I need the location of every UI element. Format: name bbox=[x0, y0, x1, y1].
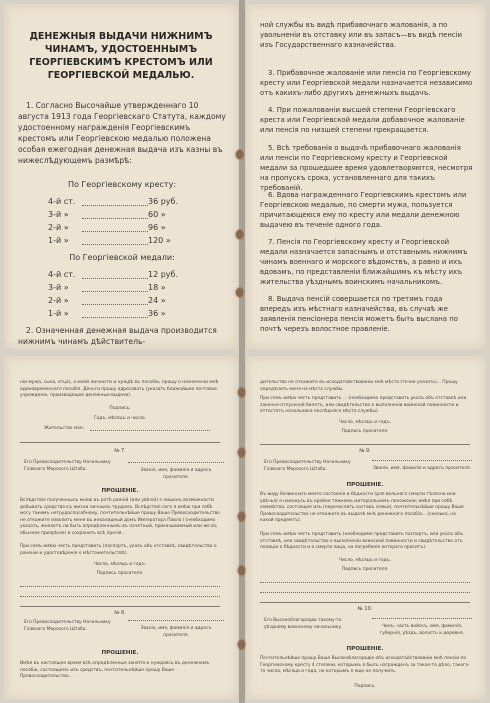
paragraph-4: 4. При пожалованіи высшей степени Георгіевскаго креста или Георгіевской медали добавочное жалованіе или пенсія по низшей степени прекращается. bbox=[260, 106, 465, 134]
fill-line bbox=[128, 462, 224, 463]
amount-value: 96 » bbox=[148, 223, 166, 232]
attachment-note: При семъ имѣю честь представить ... (необходимо представить указъ объ отставкѣ или законно-отпускной билетъ, или свидѣтельство о выполненіи воинской повинности и аттестатъ начальника послѣдняго мѣста службы). bbox=[260, 396, 467, 415]
petition-body: Почтительнѣйше прошу Ваше Высокоблагородіе объ исходатайствованіи мнѣ пенсіи по Георгіевскому кресту 4 степени, которымъ я былъ награжденъ за такое-то дѣло, такого-то числа, мѣсяца и года, но которымъ я еще не получилъ. bbox=[260, 656, 470, 675]
dotted-leader bbox=[82, 231, 148, 232]
amount-value: 36 руб. bbox=[148, 197, 179, 206]
dotted-leader bbox=[82, 278, 148, 279]
degree-label: 2-й » bbox=[48, 296, 69, 305]
binding-hole bbox=[236, 288, 243, 297]
degree-label: 1-й » bbox=[48, 236, 69, 245]
attachment-note: При семъ имѣю честь представить (необходимо представить паспортъ, или указъ объ отставкѣ, или свидѣтельство о выполненіи воинской повинности и свидѣтельство отъ полиціи о бѣдности и о смерти лица, на погребеніе котораго проситъ). bbox=[260, 532, 463, 551]
booklet-spine bbox=[239, 0, 245, 703]
binding-hole bbox=[238, 388, 245, 397]
dotted-leader bbox=[82, 304, 148, 305]
sender-hint: Званіе, имя, фамилія и адресъ просителя. bbox=[372, 466, 472, 471]
amount-value: 120 » bbox=[148, 236, 171, 245]
addressee: Его Превосходительству Начальнику Главнаго Морского Штаба. bbox=[264, 460, 351, 472]
binding-hole bbox=[238, 640, 245, 649]
binding-hole bbox=[238, 566, 245, 575]
fill-line bbox=[260, 582, 470, 583]
degree-label: 3-й » bbox=[48, 283, 69, 292]
date-label: Число, мѣсяцъ и годъ. bbox=[338, 558, 392, 563]
dotted-leader bbox=[82, 244, 148, 245]
binding-hole bbox=[238, 448, 245, 457]
signature-label: Подпись. bbox=[354, 684, 376, 689]
medal-heading: По Георгіевской медали: bbox=[69, 253, 175, 262]
paragraph-continued: ной службы въ видѣ прибавочнаго жалованія, а по увольненіи въ отставку или въ запасъ—въ видѣ пенсіи изъ Государственнаго казначейства. bbox=[260, 21, 463, 49]
page-top-right bbox=[246, 4, 486, 349]
dotted-leader bbox=[82, 291, 148, 292]
dotted-leader bbox=[82, 218, 148, 219]
petition-heading: ПРОШЕНІЕ. bbox=[346, 482, 384, 488]
degree-label: 4-й ст. bbox=[48, 270, 76, 279]
fill-line bbox=[90, 430, 210, 431]
signature-label: Подпись просителя. bbox=[96, 571, 144, 576]
form-number: № 10. bbox=[357, 606, 373, 612]
paragraph-1: 1. Согласно Высочайше утвержденнаго 10 августа 1913 года Георгіевскаго Статута, каждому удостоенному награжденія Георгіевскимъ крестомъ или Георгіевскою медалью положена особая ежегодная денежная выдача изъ казны въ нижеслѣдующемъ размѣрѣ: bbox=[18, 101, 226, 165]
fill-line bbox=[20, 586, 220, 587]
form-continued-text: дительство не откажите въ исходатайствованіи мнѣ мѣста (точно указать)... Прошу опредѣлить меня на мѣсто службы. bbox=[260, 380, 458, 392]
amount-value: 18 » bbox=[148, 283, 166, 292]
form-continued-text: ніи мужа, сына, отца), а моей личности и нуждѣ въ пособіи, прошу о назначеніи мнѣ единовременнаго пособія. Деньги прошу адресовать (указать ближайшее почтовое учрежденіе, производящее денежныя выдачи). bbox=[20, 380, 219, 399]
title-line-4: ГЕОРГІЕВСКОЙ МЕДАЛЬЮ. bbox=[47, 70, 195, 81]
petition-body: Имѣя въ настоящее время всѣ опредѣленныя занятія и нуждаясь въ денежномъ пособіи, состоящемъ изъ средствъ, почтительнѣйше прошу Ваше Превосходительство... bbox=[20, 661, 210, 680]
sender-hint: Чинъ, часть войскъ, имя, фамилія, губернія, уѣздъ, волость и деревня. bbox=[379, 624, 465, 636]
signature-label: Подпись. bbox=[109, 406, 131, 411]
amount-value: 36 » bbox=[148, 309, 166, 318]
cross-heading: По Георгіевскому кресту: bbox=[67, 180, 177, 189]
paragraph-5: 5. Всѣ требованія о выдачѣ прибавочнаго жалованія или пенсіи по Георгіевскому кресту и Георгіевской медали за прошедшее время удовлетворяются, несмотря на пропускъ срока, установленнаго для такихъ требованій. bbox=[260, 144, 473, 192]
degree-label: 3-й » bbox=[48, 210, 69, 219]
degree-label: 4-й ст. bbox=[48, 197, 76, 206]
form-number: № 7. bbox=[114, 448, 126, 454]
fill-line bbox=[128, 620, 224, 621]
petition-body: Вслѣдствіе полученныхъ мною въ ротѣ ранній (или увѣчій) я лишенъ возможности добывать средства къ жизни личнымъ трудомъ. Вслѣдствіе сего я имѣю при себѣ могу такимъ нетрудоспособному, почтительнѣйше прошу Ваше Превосходительство не откажите изволить меня въ инвалидный домъ Императора Павла I (необходимо указать, желаетъ ли быть опредѣленнымъ въ почетный, приказываемый или же въ обычное призрѣніе) и сохранить всѣ прочія... bbox=[20, 498, 220, 536]
addressee: Его Высокоблагородію такому-то уѣздному воинскому начальнику. bbox=[264, 618, 343, 630]
addressee: Его Превосходительству Начальнику Главнаго Морского Штаба. bbox=[24, 460, 111, 472]
signature-label: Подпись просителя. bbox=[341, 429, 389, 434]
petition-heading: ПРОШЕНІЕ. bbox=[101, 650, 139, 656]
form-number: № 9. bbox=[359, 448, 371, 454]
fill-line bbox=[372, 460, 472, 461]
petition-heading: ПРОШЕНІЕ. bbox=[346, 646, 384, 652]
petition-heading: ПРОШЕНІЕ. bbox=[101, 488, 139, 494]
binding-hole bbox=[236, 230, 243, 239]
title-line-2: ЧИНАМЪ, УДОСТОЕННЫМЪ bbox=[44, 44, 198, 55]
page-bottom-right bbox=[246, 356, 486, 700]
addressee: Его Превосходительству Начальнику Главнаго Морского Штаба. bbox=[24, 620, 111, 632]
binding-hole bbox=[238, 512, 245, 521]
paragraph-2: 2. Означенная денежная выдача производится нижнимъ чинамъ дѣйствитель- bbox=[18, 326, 217, 346]
date-label: Число, мѣсяцъ и годъ. bbox=[338, 420, 392, 425]
sender-hint: Званіе, имя, фамилія и адресъ просителя. bbox=[140, 468, 212, 480]
fill-line bbox=[260, 592, 470, 593]
section-divider bbox=[260, 602, 470, 603]
date-label: Годъ, мѣсяцъ и число. bbox=[93, 416, 147, 421]
petition-body: Въ виду безвиннаго моего состоянія и бѣдности (для вольнаго смерти тѣлесно или увѣчья) я нахожусь въ крайне тяжкомъ матеріальномъ положеніи; имѣя при себѣ семейство, состоящее изъ (перечислить составъ семьи), почтительнѣйше прошу Ваше Превосходительство не откажите въ выдачѣ мнѣ денежнаго пособія... (сколько, на какой предметъ). bbox=[260, 492, 464, 524]
degree-label: 1-й » bbox=[48, 309, 69, 318]
title-line-3: ГЕОРГІЕВСКИМЪ КРЕСТОМЪ ИЛИ bbox=[29, 57, 213, 68]
document-title bbox=[18, 30, 224, 82]
attachment-note: При семъ имѣю честь представить (паспортъ, указъ объ отставкѣ, свидѣтельство о раненіи и удостовѣреніе о мѣстожительствѣ). bbox=[20, 544, 217, 556]
section-divider bbox=[20, 442, 220, 443]
sender-hint: Званіе, имя, фамилія и адресъ просителя. bbox=[140, 626, 212, 638]
signature-label: Подпись просителя. bbox=[341, 567, 389, 572]
amount-value: 12 руб. bbox=[148, 270, 179, 279]
dotted-leader bbox=[82, 317, 148, 318]
paragraph-8: 8. Выдача пенсій совершается по третямъ года впередъ изъ мѣстнаго казначейства, въ случаѣ же заявленія пенсіонера пенсія можетъ быть выслана по почтѣ черезъ волостное правленіе. bbox=[260, 295, 458, 333]
residence-label: Жительство мое: bbox=[44, 426, 85, 431]
title-line-1: ДЕНЕЖНЫЯ ВЫДАЧИ НИЖНИМЪ bbox=[29, 31, 213, 42]
page-bottom-left bbox=[4, 356, 238, 700]
section-divider bbox=[260, 444, 470, 445]
paragraph-3: 3. Прибавочное жалованіе или пенсія по Георгіевскому кресту или Георгіевской медали назначается независимо отъ какихъ-либо другихъ денежныхъ выдачъ. bbox=[260, 69, 473, 97]
form-number: № 8. bbox=[114, 610, 126, 616]
amount-value: 24 » bbox=[148, 296, 166, 305]
amount-value: 60 » bbox=[148, 210, 166, 219]
page-top-left bbox=[4, 4, 238, 349]
binding-hole bbox=[236, 150, 243, 159]
paragraph-7: 7. Пенсія по Георгіевскому кресту и Георгіевской медали назначается запаснымъ и отставнымъ нижнимъ чинамъ военнаго и морского вѣдомствъ, а равно и ихъ вдовамъ, по представленіи ближайшимъ къ мѣсту ихъ жительства уѣзднымъ воинскимъ начальникомъ. bbox=[260, 238, 468, 286]
section-divider bbox=[20, 606, 220, 607]
date-label: Число, мѣсяцъ и годъ. bbox=[93, 562, 147, 567]
fill-line bbox=[372, 618, 472, 619]
dotted-leader bbox=[82, 205, 148, 206]
paragraph-6: 6. Вдова награжденнаго Георгіевскимъ крестомъ или Георгіевскою медалью, по смерти мужа, пользуется причитающеюся ему по кресту или медали денежною выдачею въ теченіе одного года. bbox=[260, 191, 467, 229]
degree-label: 2-й » bbox=[48, 223, 69, 232]
fill-line bbox=[20, 596, 220, 597]
